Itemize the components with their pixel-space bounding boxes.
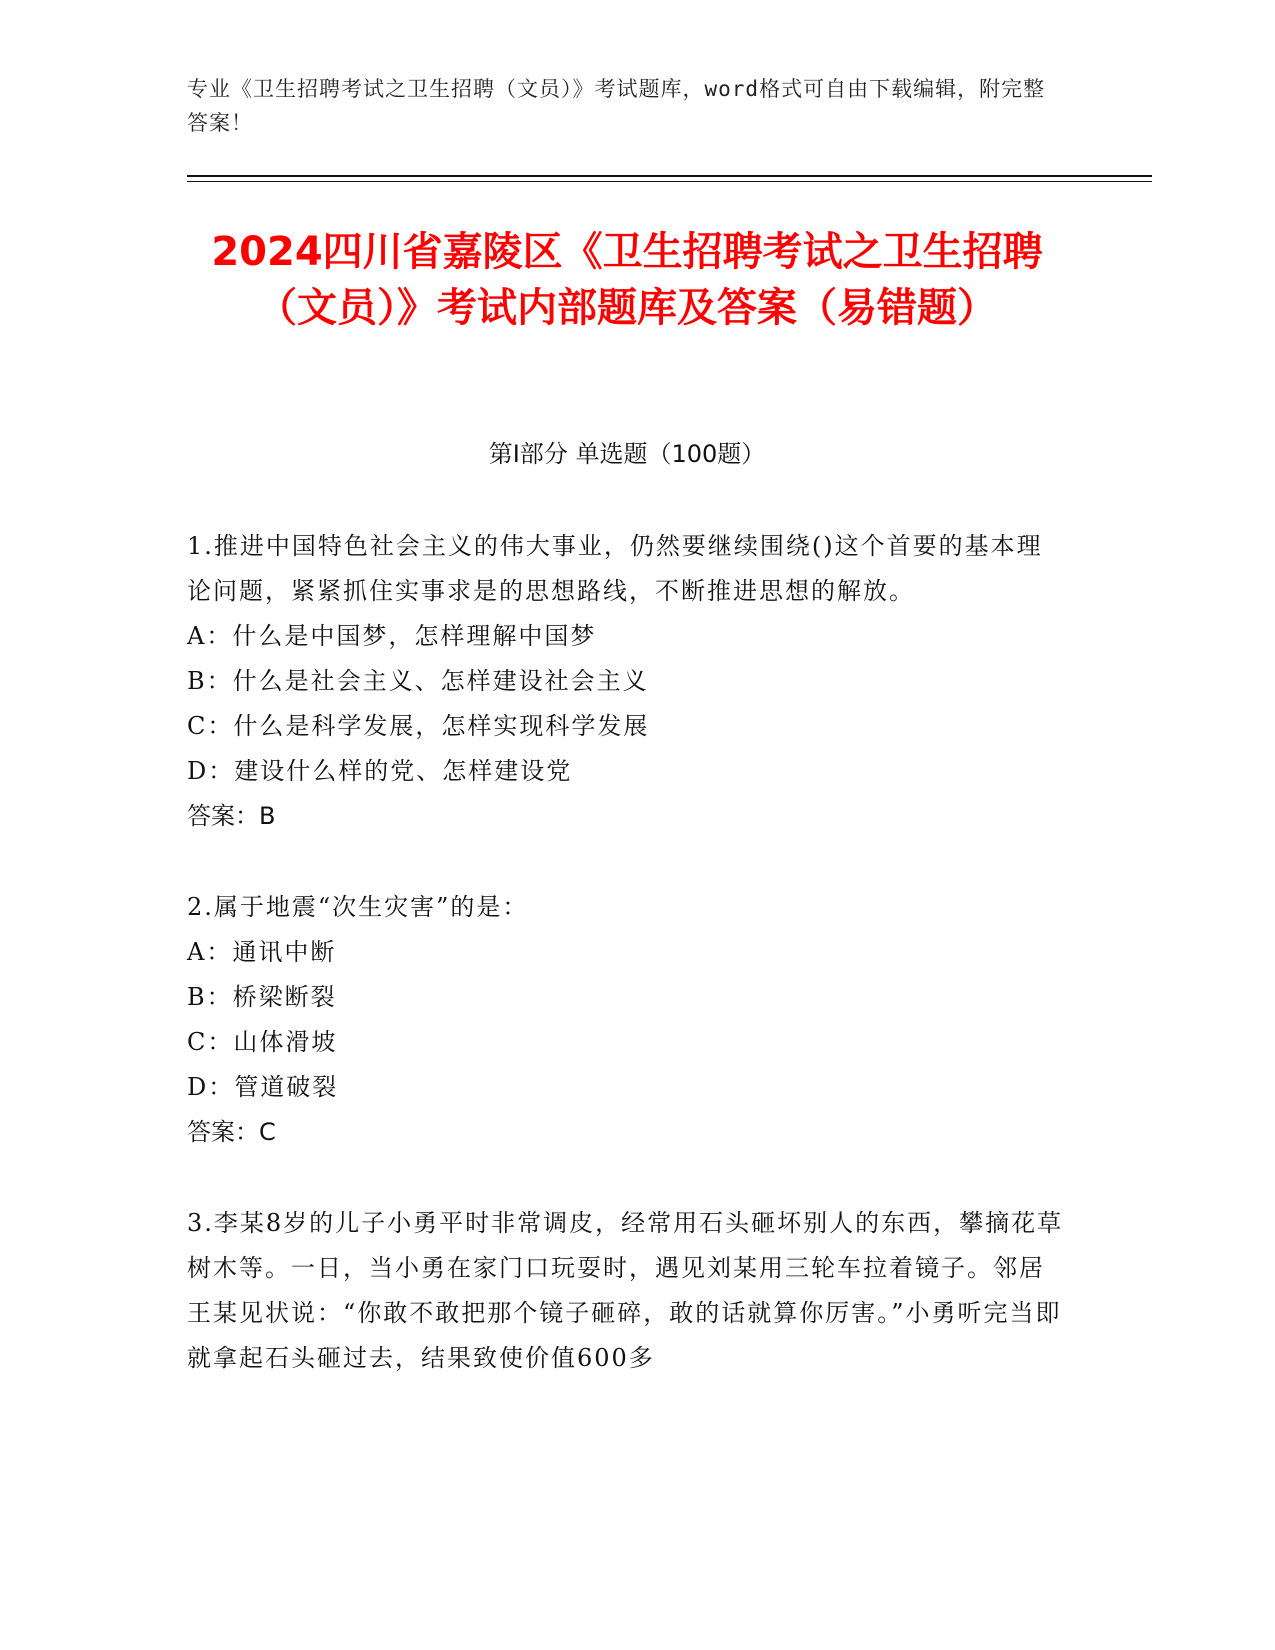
question-stem: 1.推进中国特色社会主义的伟大事业，仍然要继续围绕()这个首要的基本理论问题，紧紧抓住实事求是的思想路线，不断推进思想的解放。 <box>187 532 1043 605</box>
option-a: A：通讯中断 <box>187 938 337 966</box>
option-b: B：什么是社会主义、怎样建设社会主义 <box>187 667 649 695</box>
question-stem: 2.属于地震“次生灾害”的是： <box>187 893 529 921</box>
option-a: A：什么是中国梦，怎样理解中国梦 <box>187 622 597 650</box>
document-title: 2024四川省嘉陵区《卫生招聘考试之卫生招聘（文员）》考试内部题库及答案（易错题） <box>211 229 1043 331</box>
answer: 答案：C <box>187 1118 276 1146</box>
option-d: D：建设什么样的党、怎样建设党 <box>187 757 573 785</box>
question-3 <box>187 1201 1067 1381</box>
question-1 <box>187 524 1067 839</box>
question-list <box>187 524 1067 1427</box>
option-b: B：桥梁断裂 <box>187 983 337 1011</box>
answer: 答案：B <box>187 802 276 830</box>
header-rule-thin <box>187 181 1152 182</box>
option-c: C：山体滑坡 <box>187 1028 338 1056</box>
option-d: D：管道破裂 <box>187 1073 339 1101</box>
option-c: C：什么是科学发展，怎样实现科学发展 <box>187 712 650 740</box>
header-note: 专业《卫生招聘考试之卫生招聘（文员）》考试题库，word格式可自由下载编辑，附完整答案！ <box>187 77 1046 135</box>
question-stem: 3.李某8岁的儿子小勇平时非常调皮，经常用石头砸坏别人的东西，攀摘花草树木等。一日，当小勇在家门口玩耍时，遇见刘某用三轮车拉着镜子。邻居王某见状说：“你敢不敢把那个镜子砸碎，敢的话就算你厉害。”小勇听完当即就拿起石头砸过去，结果致使价值600多 <box>187 1209 1064 1372</box>
question-2 <box>187 885 1067 1155</box>
section-heading: 第I部分 单选题（100题） <box>488 440 766 468</box>
header-rule-thick <box>187 175 1152 177</box>
